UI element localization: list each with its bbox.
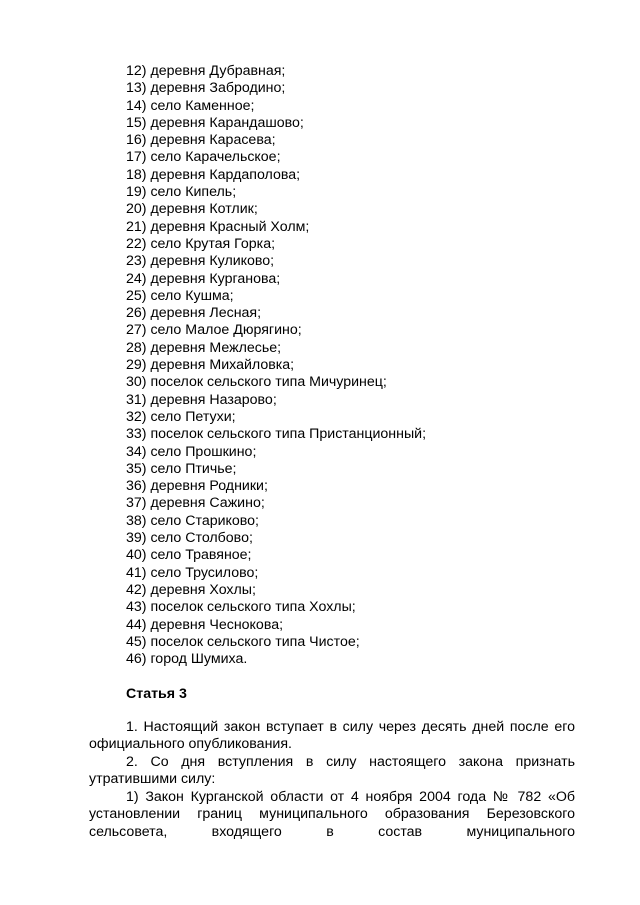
article-paragraph: 1) Закон Курганской области от 4 ноября 2004 года № 782 «Об установлении границ муниципального образования Березовского сельсовета, входящего в состав муниципального	[89, 789, 575, 840]
list-item: 14) село Каменное;	[126, 97, 255, 114]
list-item: 29) деревня Михайловка;	[126, 357, 295, 374]
list-item: 42) деревня Хохлы;	[126, 581, 256, 598]
list-item: 26) деревня Лесная;	[126, 305, 262, 322]
settlement-list	[126, 63, 426, 668]
list-item: 13) деревня Забродино;	[126, 80, 286, 97]
list-item: 16) деревня Карасева;	[126, 132, 276, 149]
list-item: 37) деревня Сажино;	[126, 495, 265, 512]
list-item: 43) поселок сельского типа Хохлы;	[126, 599, 356, 616]
list-item: 45) поселок сельского типа Чистое;	[126, 633, 360, 650]
list-item: 35) село Птичье;	[126, 460, 237, 477]
list-item: 39) село Столбово;	[126, 530, 253, 547]
list-item: 46) город Шумиха.	[126, 651, 248, 668]
article-paragraph: 1. Настоящий закон вступает в силу через десять дней после его официального опубликования.	[89, 719, 575, 753]
list-item: 33) поселок сельского типа Пристанционный;	[126, 426, 427, 443]
list-item: 36) деревня Родники;	[126, 478, 268, 495]
list-item: 34) село Прошкино;	[126, 443, 257, 460]
list-item: 17) село Карачельское;	[126, 149, 281, 166]
list-item: 41) село Трусилово;	[126, 564, 259, 581]
list-item: 38) село Стариково;	[126, 512, 259, 529]
list-item: 15) деревня Карандашово;	[126, 114, 304, 131]
list-item: 27) село Малое Дюрягино;	[126, 322, 302, 339]
list-item: 18) деревня Кардаполова;	[126, 166, 301, 183]
list-item: 12) деревня Дубравная;	[126, 63, 286, 79]
list-item: 28) деревня Межлесье;	[126, 339, 282, 356]
list-item: 22) село Крутая Горка;	[126, 235, 276, 252]
list-item: 21) деревня Красный Холм;	[126, 218, 310, 235]
list-item: 25) село Кушма;	[126, 287, 234, 304]
list-item: 40) село Травяное;	[126, 547, 252, 564]
list-item: 44) деревня Чеснокова;	[126, 616, 284, 633]
article-paragraph: 2. Со дня вступления в силу настоящего закона признать утратившими силу:	[89, 754, 575, 788]
list-item: 23) деревня Куликово;	[126, 253, 275, 270]
list-item: 31) деревня Назарово;	[126, 391, 277, 408]
list-item: 32) село Петухи;	[126, 408, 236, 425]
list-item: 20) деревня Котлик;	[126, 201, 258, 218]
article-heading: Статья 3	[126, 686, 187, 702]
list-item: 19) село Кипель;	[126, 184, 237, 201]
list-item: 24) деревня Курганова;	[126, 270, 281, 287]
list-item: 30) поселок сельского типа Мичуринец;	[126, 374, 387, 391]
